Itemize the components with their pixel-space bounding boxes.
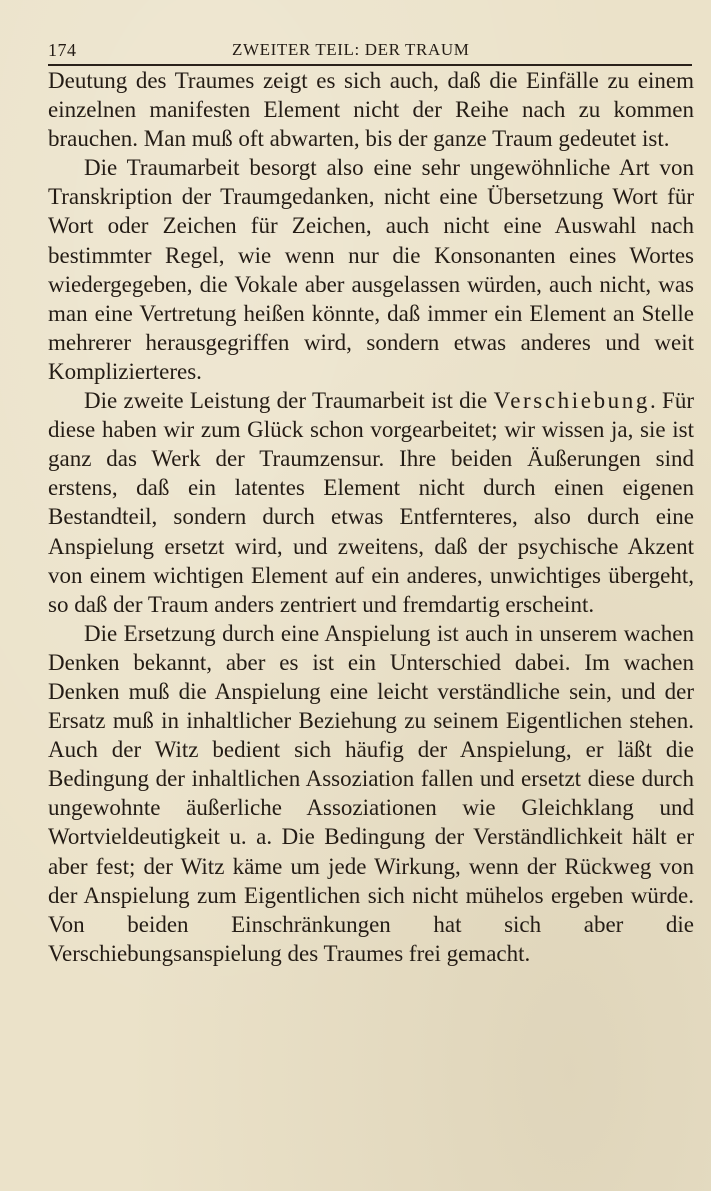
body-text — [48, 66, 694, 968]
paragraph-3-lead: Die zweite Leistung der Traumarbeit ist die — [84, 388, 494, 414]
paragraph-1: Deutung des Traumes zeigt es sich auch, daß die Einfälle zu einem einzelnen manifesten Element nicht der Reihe nach zu kommen brauchen. Man muß oft abwarten, bis der ganze Traum gedeutet ist. — [48, 68, 694, 152]
emphasized-term: Verschiebung — [493, 388, 650, 414]
paragraph-4: Die Ersetzung durch eine Anspielung ist auch in unserem wachen Denken bekannt, aber es ist ein Unterschied dabei. Im wachen Denken muß die Anspielung eine leicht verständliche sein, und der Ersatz muß in inhaltlicher Beziehung zu seinem Eigentlichen stehen. Auch der Witz bedient sich häufig der Anspielung, er läßt die Bedingung der inhaltlichen Assoziation fallen und ersetzt diese durch ungewohnte äußerliche Assoziationen wie Gleichklang und Wortvieldeutigkeit u. a. Die Bedingung der Verständlichkeit hält er aber fest; der Witz käme um jede Wirkung, wenn der Rückweg von der Anspielung zum Eigentlichen sich nicht mühelos ergeben würde. Von beiden Einschränkungen hat sich aber die Verschiebungsanspielung des Traumes frei gemacht. — [48, 620, 694, 966]
running-title: ZWEITER TEIL: DER TRAUM — [232, 40, 470, 59]
paragraph-2: Die Traumarbeit besorgt also eine sehr ungewöhnliche Art von Transkription der Traumgedanken, nicht eine Übersetzung Wort für Wort oder Zeichen für Zeichen, auch nicht eine Auswahl nach bestimmter Regel, wie wenn nur die Konsonanten eines Wortes wiedergegeben, die Vokale aber ausgelassen würden, auch nicht, was man eine Vertretung heißen könnte, daß immer ein Element an Stelle mehrerer herausgegriffen wird, sondern etwas anderes und weit Komplizierteres. — [48, 155, 694, 384]
running-head — [48, 38, 692, 64]
paragraph-3 — [48, 386, 694, 619]
page-number: 174 — [48, 40, 77, 60]
paragraph-3-rest: . Für diese haben wir zum Glück schon vorgearbeitet; wir wissen ja, sie ist ganz das Werk der Traumzensur. Ihre beiden Äußerungen sind erstens, daß ein latentes Element nicht durch einen eigenen Bestandteil, sondern durch etwas Entfernteres, also durch eine Anspielung ersetzt wird, und zweitens, daß der psychische Akzent von einem wichtigen Element auf ein anderes, unwichtiges übergeht, so daß der Traum anders zentriert und fremdartig erscheint. — [48, 388, 694, 617]
